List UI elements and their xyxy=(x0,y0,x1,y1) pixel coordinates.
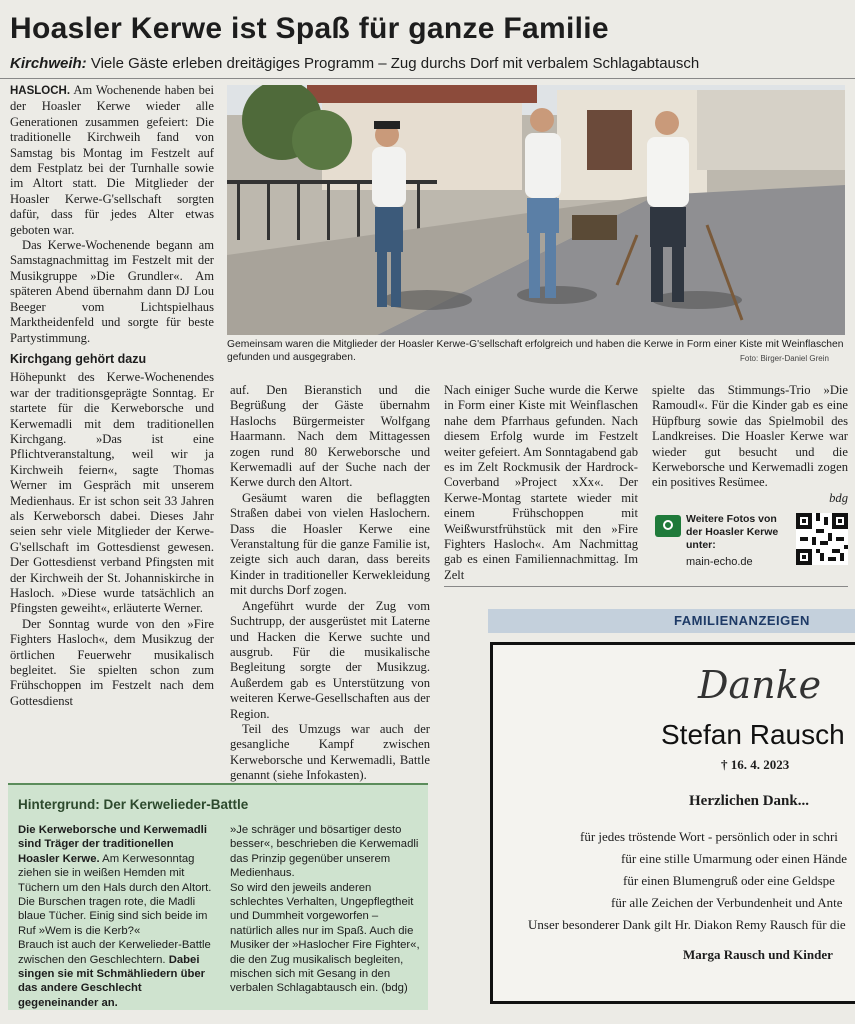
card-line: für eine stille Umarmung oder einen Hände xyxy=(621,851,847,866)
article-column-3 xyxy=(444,383,638,583)
paragraph: spielte das Stimmungs-Trio »Die Ramoudl«. Für die Kinder gab es eine Hüpfburg sowie das Spielmobil des Landkreises. Die Hoasler Kerwe war wieder gut besucht und die Kerweborsche und Kerwemadli zogen ein positives Resümee. xyxy=(652,383,848,490)
subhead: Kirchgang gehört dazu xyxy=(10,351,147,366)
card-heading: Herzlichen Dank... xyxy=(689,793,809,809)
headline: Hoasler Kerwe ist Spaß für ganze Familie xyxy=(10,12,609,45)
subheadline xyxy=(10,55,699,72)
infobox-text: Brauch ist auch der Kerwelieder-Battle zwischen den Geschlechtern. xyxy=(18,939,211,966)
card-date: † 16. 4. 2023 xyxy=(721,757,790,772)
article-photo xyxy=(227,85,845,335)
more-photos-label: Weitere Fotos von der Hoasler Kerwe unter: xyxy=(686,513,779,551)
family-ads-header xyxy=(488,609,855,633)
photo-credit: Foto: Birger-Daniel Grein xyxy=(740,354,829,363)
card-line: für einen Blumengruß oder eine Geldspe xyxy=(623,873,835,888)
headline-divider xyxy=(0,78,855,79)
infobox-text: »Je schräger und bösartiger desto besser«, beschrieben die Kerwemadli das Prinzip gegenüber unserem Medienhaus. xyxy=(230,824,419,880)
paragraph: auf. Den Bieranstich und die Begrüßung der Gäste übernahm Haslochs Bürgermeister Wolfgang Haarmann. Nach dem Mittagessen zogen rund 80 Kerweborsche und Kerwemadli auf der Suche nach der Kerwe durch den Altort. xyxy=(230,383,430,490)
article-column-4 xyxy=(652,383,848,506)
article-column-1 xyxy=(10,83,214,709)
kicker: Kirchweih: xyxy=(10,55,87,72)
paragraph: Gesäumt waren die beflaggten Straßen dabei von vielen Haslochern. Dass die Hoasler Kerwe eine Veranstaltung für die ganze Familie ist, zeigte sich auch daran, dass bereits Kinder in traditioneller Kerwekleidung mit durchs Dorf zogen. xyxy=(230,490,430,598)
infobox-text: So wird den jeweils anderen schlechtes Verhalten, Ungepflegtheit und Dummheit vorgeworfen – natürlich alles nur im Spaß. Auch die Musiker der »Haslocher Fire Fighter«, die den Zug musikalisch begleiten, mischen sich mit Gesang in den verbalen Schlagabtausch ein. (bdg) xyxy=(230,881,420,995)
obituary-thanks-card xyxy=(490,642,855,1004)
more-photos-link[interactable]: main-echo.de xyxy=(686,556,753,568)
infobox-title: Hintergrund: Der Kerwelieder-Battle xyxy=(18,797,249,812)
infobox xyxy=(8,783,428,1010)
card-script-title: Danke xyxy=(698,663,822,707)
photo-caption: Gemeinsam waren die Mitglieder der Hoasler Kerwe-G'sellschaft erfolgreich und haben die Kerwe in Form einer Kiste mit Weinflaschen gefunden und ausgegraben. xyxy=(227,339,844,363)
paragraph: Der Sonntag wurde von den »Fire Fighters Hasloch«, dem Musikzug der örtlichen Feuerwehr musikalisch begleitet. Sie spielten schon zum Frühschoppen im Festzelt nach dem Gottesdienst xyxy=(10,616,214,708)
family-ads-title: FAMILIENANZEIGEN xyxy=(674,613,810,628)
paragraph: Höhepunkt des Kerwe-Wochenendes war der traditionsgeprägte Sonntag. Er startete für die Kerweborsche und Kerwemadli mit dem traditionellen Kirchgang. »Das ist eine Pflichtveranstaltung, weil wir ja Kirchweih feiern«, sagte Thomas Werner im Gespräch mit unserem Medienhaus. Er ist schon seit 33 Jahren als Kerweborsch dabei. Dieses Jahr seien sehr viele Mitglieder der Kerwe-G'sellschaft im Gottesdienst gewesen. Der Gottesdienst verband Pfingsten mit der Kirchweih der St. Johanniskirche in Hasloch. »Diese wurde tatsächlich an Pfingsten geweiht«, erläuterte Werner. xyxy=(10,370,214,616)
card-line: für alle Zeichen der Verbundenheit und Ante xyxy=(611,895,843,910)
author-signature: bdg xyxy=(829,490,848,505)
camera-icon xyxy=(655,515,681,537)
paragraph: Nach einiger Suche wurde die Kerwe in Form einer Kiste mit Weinflaschen nahe dem Pfarrhaus gefunden. Nach diesem Erfolg wurde im Festzelt weiter gefeiert. Am Sonntagabend gab es im Zelt Rockmusik der Hardrock-Coverband »Project xXx«. Der Kerwe-Montag startete wieder mit einem Frühschoppen mit Weißwurstfrühstück mit den »Fire Fighters Hasloch«. Am Nachmittag gab es einen Familiennachmittag. Im Zelt xyxy=(444,383,638,582)
subheadline-text: Viele Gäste erleben dreitägiges Programm – Zug durchs Dorf mit verbalem Schlagabtausch xyxy=(90,55,700,72)
infobox-lead: Die Kerweborsche und Kerwemadli sind Träger der traditionellen Hoasler Kerwe. xyxy=(18,824,207,865)
infobox-text: Am Kerwesonntag ziehen sie in weißen Hemden mit Tüchern um den Hals durch den Altort. Die Burschen tragen rote, die Madli blaue Tücher. Einig sind sich beide im Ruf »Wem is die Kerb?« xyxy=(18,852,212,937)
paragraph: Angeführt wurde der Zug vom Suchtrupp, der ausgerüstet mit Laterne und Hacken die Kerwe suchte und ausgrub. Für die musikalische Begleitung sorgte der Musikzug. Außerdem gab es Unterstützung von weiteren Kerwe-Gesellschaften aus der Region. xyxy=(230,598,430,721)
paragraph: Am Wochenende haben bei der Hoasler Kerwe wieder alle Generationen zusammen gefeiert: Die traditionelle Kirchweih fand von Samstag bis Montag im Festzelt auf dem Festplatz bei der Turnhalle sowie im Altort statt. Die Mitglieder der Hoasler Kerwe-G'sellschaft sorgten dafür, dass für jedes Alter etwas geboten war. xyxy=(10,83,214,237)
infobox-left-column xyxy=(18,823,218,1010)
infobox-bold-text: Dabei singen sie mit Schmähliedern über das andere Geschlecht gegeneinander an. xyxy=(18,953,206,1009)
article-column-2 xyxy=(230,383,430,784)
card-special-thanks: Unser besonderer Dank gilt Hr. Diakon Remy Rausch für die xyxy=(528,917,846,932)
qr-code[interactable] xyxy=(796,513,848,565)
section-divider xyxy=(444,586,848,587)
paragraph: Das Kerwe-Wochenende begann am Samstagnachmittag im Festzelt mit der Musikgruppe »Die Grundler«. Am späteren Abend übernahm dann DJ Lou Beeger vom Lichtspielhaus Marktheidenfeld und sorgte für beste Partystimmung. xyxy=(10,238,214,345)
card-line: für jedes tröstende Wort - persönlich oder in schri xyxy=(580,829,838,844)
card-name: Stefan Rausch xyxy=(661,719,845,750)
paragraph: Teil des Umzugs war auch der gesangliche Kampf zwischen Kerweborsche und Kerwemadli, Battle genannt (siehe Infokasten). xyxy=(230,721,430,783)
infobox-right-column xyxy=(230,823,420,996)
dateline: HASLOCH. xyxy=(10,85,71,97)
card-signed: Marga Rausch und Kinder xyxy=(683,947,833,962)
